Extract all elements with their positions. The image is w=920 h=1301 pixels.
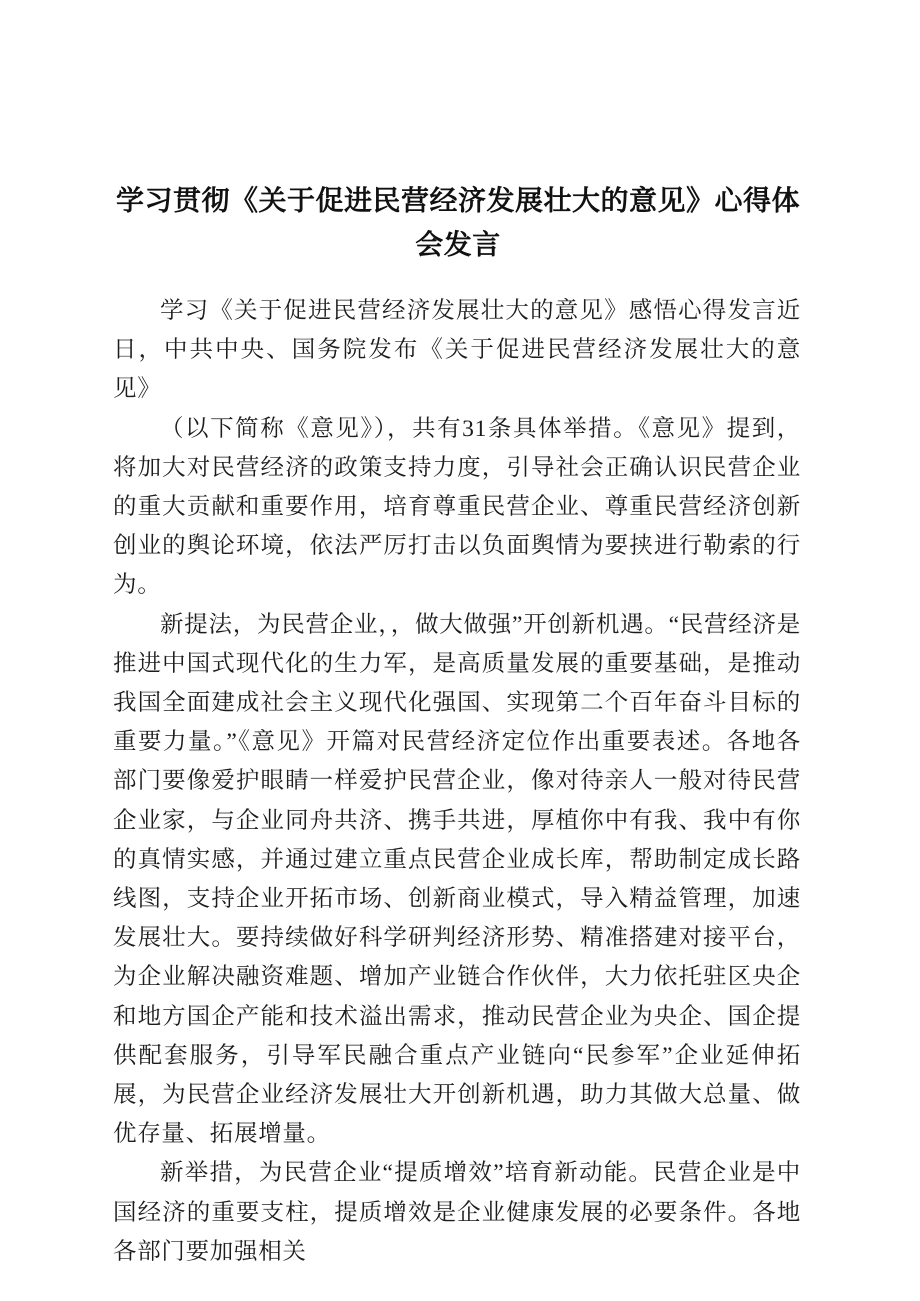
body-paragraph-3: 新提法，为民营企业，，做大做强”开创新机遇。“民营经济是推进中国式现代化的生力军，是高质量发展的重要基础，是推动我国全面建成社会主义现代化强国、实现第二个百年奋斗目标的重要力量。”《意见》开篇对民营经济定位作出重要表述。各地各部门要像爱护眼睛一样爱护民营企业，像对待亲人一般对待民营企业家，与企业同舟共济、携手共进，厚植你中有我、我中有你的真情实感，并通过建立重点民营企业成长库，帮助制定成长路线图，支持企业开拓市场、创新商业模式，导入精益管理，加速发展壮大。要持续做好科学研判经济形势、精准搭建对接平台，为企业解决融资难题、增加产业链合作伙伴，大力依托驻区央企和地方国企产能和技术溢出需求，推动民营企业为央企、国企提供配套服务，引导军民融合重点产业链向“民参军”企业延伸拓展，为民营企业经济发展壮大开创新机遇，助力其做大总量、做优存量、拓展增量。 — [113, 611, 801, 1148]
document-body — [113, 292, 801, 1272]
body-paragraph-1: 学习《关于促进民营经济发展壮大的意见》感悟心得发言近日，中共中央、国务院发布《关于促进民营经济发展壮大的意见》 — [113, 298, 801, 403]
page-title: 学习贯彻《关于促进民营经济发展壮大的意见》心得体会发言 — [115, 184, 800, 260]
body-paragraph-4: 新举措，为民营企业“提质增效”培育新动能。民营企业是中国经济的重要支柱，提质增效是企业健康发展的必要条件。各地各部门要加强相关 — [113, 1160, 801, 1265]
body-paragraph-2: （以下简称《意见》），共有31条具体举措。《意见》提到，将加大对民营经济的政策支持力度，引导社会正确认识民营企业的重大贡献和重要作用，培育尊重民营企业、尊重民营经济创新创业的舆论环境，依法严厉打击以负面舆情为要挟进行勒索的行为。 — [113, 415, 801, 599]
